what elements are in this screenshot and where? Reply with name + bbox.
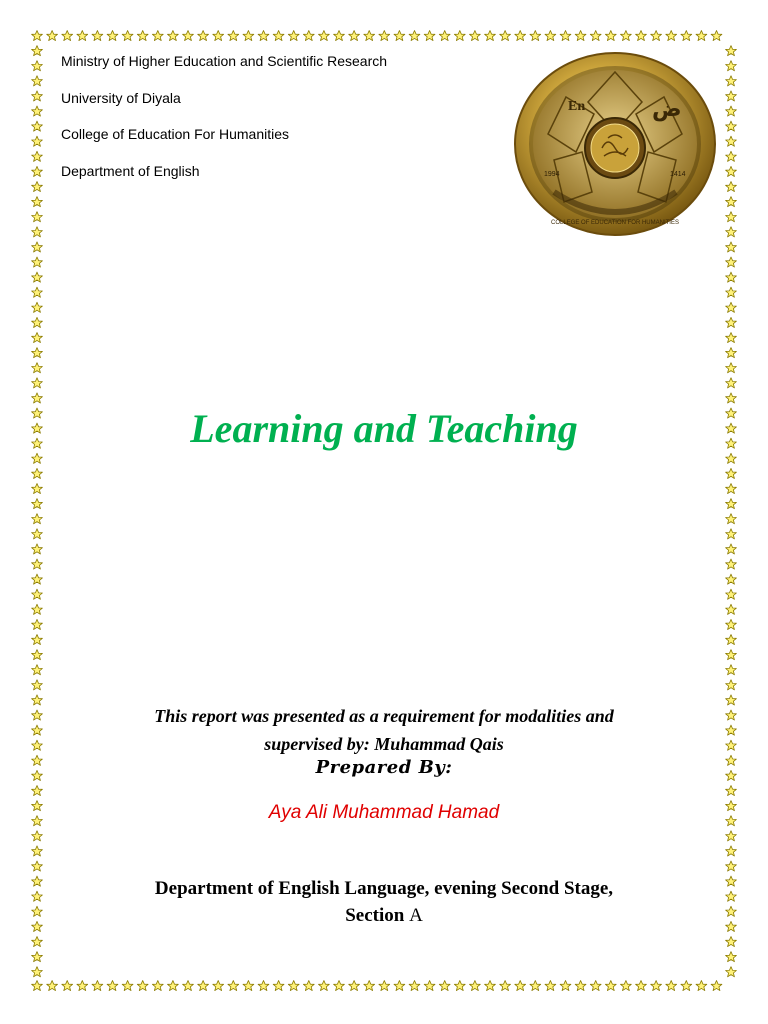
border-star	[32, 393, 43, 403]
border-star	[726, 725, 737, 735]
department-line: Department of English	[61, 162, 200, 179]
border-star	[32, 333, 43, 343]
border-star	[32, 952, 43, 962]
border-star	[32, 468, 43, 478]
department-stage-block	[90, 875, 678, 929]
border-star	[92, 981, 103, 991]
border-star	[711, 31, 722, 41]
seal-year-right: 1414	[670, 171, 686, 178]
border-star	[364, 31, 375, 41]
seal-arabic-letter: ض	[652, 97, 682, 122]
border-star	[726, 76, 737, 86]
border-star	[32, 242, 43, 252]
border-star	[47, 981, 58, 991]
border-star	[32, 31, 43, 41]
border-star	[726, 46, 737, 56]
border-star	[530, 981, 541, 991]
border-star	[77, 31, 88, 41]
border-star	[32, 981, 43, 991]
border-star	[726, 453, 737, 463]
border-star	[349, 981, 360, 991]
border-star	[228, 31, 239, 41]
border-star	[32, 967, 43, 977]
border-star	[545, 981, 556, 991]
border-star	[32, 831, 43, 841]
border-star	[485, 31, 496, 41]
seal-year-left: 1994	[544, 171, 560, 178]
border-star	[621, 31, 632, 41]
border-star	[726, 378, 737, 388]
border-star	[726, 514, 737, 524]
border-star	[288, 981, 299, 991]
border-star	[319, 31, 330, 41]
border-star	[32, 166, 43, 176]
border-star	[560, 981, 571, 991]
border-star	[183, 981, 194, 991]
border-star	[439, 981, 450, 991]
border-star	[32, 197, 43, 207]
border-star	[137, 31, 148, 41]
border-star	[439, 31, 450, 41]
border-star	[32, 680, 43, 690]
border-star	[726, 484, 737, 494]
border-star	[590, 981, 601, 991]
border-star	[183, 31, 194, 41]
border-star	[726, 257, 737, 267]
section-letter: A	[409, 905, 423, 926]
border-star	[726, 499, 737, 509]
border-star	[636, 981, 647, 991]
border-star	[409, 981, 420, 991]
border-star	[77, 981, 88, 991]
border-star	[515, 31, 526, 41]
border-star	[152, 31, 163, 41]
border-star	[228, 981, 239, 991]
border-star	[32, 484, 43, 494]
border-star	[62, 31, 73, 41]
border-star	[288, 31, 299, 41]
border-star	[32, 348, 43, 358]
border-star	[32, 272, 43, 282]
border-star	[530, 31, 541, 41]
border-star	[32, 182, 43, 192]
border-star	[198, 31, 209, 41]
border-star	[258, 981, 269, 991]
border-star	[726, 861, 737, 871]
border-star	[726, 106, 737, 116]
border-star	[32, 121, 43, 131]
seal-ring-text: COLLEGE OF EDUCATION FOR HUMANITIES	[551, 220, 679, 226]
report-description-line-2: supervised by: Muhammad Qais	[264, 734, 504, 754]
border-star	[32, 378, 43, 388]
border-star	[32, 921, 43, 931]
border-star	[273, 981, 284, 991]
border-star	[32, 287, 43, 297]
border-star	[605, 31, 616, 41]
border-star	[62, 981, 73, 991]
department-stage-line: Department of English Language, evening Second Stage,	[154, 878, 614, 899]
border-star	[681, 31, 692, 41]
border-star	[364, 981, 375, 991]
section-line	[90, 902, 678, 929]
border-star	[726, 287, 737, 297]
border-star	[666, 31, 677, 41]
border-star	[32, 499, 43, 509]
border-star	[696, 981, 707, 991]
university-line: University of Diyala	[61, 89, 181, 106]
border-star	[621, 981, 632, 991]
border-star	[726, 937, 737, 947]
border-star	[32, 891, 43, 901]
border-star	[32, 91, 43, 101]
border-star	[726, 740, 737, 750]
author-name: Aya Ali Muhammad Hamad	[268, 802, 500, 823]
border-star	[726, 91, 737, 101]
border-star	[152, 981, 163, 991]
border-star	[726, 212, 737, 222]
border-star	[32, 937, 43, 947]
border-star	[424, 981, 435, 991]
border-star	[726, 710, 737, 720]
border-star	[32, 212, 43, 222]
border-star	[32, 619, 43, 629]
border-star	[726, 786, 737, 796]
border-star	[454, 31, 465, 41]
college-seal-logo	[514, 52, 716, 236]
border-star	[92, 31, 103, 41]
border-star	[726, 393, 737, 403]
border-star	[394, 31, 405, 41]
report-description	[90, 702, 678, 758]
border-star	[424, 31, 435, 41]
border-star	[726, 921, 737, 931]
border-star	[32, 574, 43, 584]
border-star	[122, 981, 133, 991]
border-star	[32, 846, 43, 856]
border-star	[168, 31, 179, 41]
border-star	[32, 514, 43, 524]
border-star	[454, 981, 465, 991]
border-star	[726, 680, 737, 690]
section-label: Section	[345, 905, 405, 926]
border-star	[726, 61, 737, 71]
border-star	[726, 589, 737, 599]
border-star	[107, 981, 118, 991]
border-star	[726, 317, 737, 327]
border-star	[470, 981, 481, 991]
prepared-by-label: Prepared By:	[315, 757, 453, 778]
border-star	[213, 981, 224, 991]
border-star	[32, 136, 43, 146]
border-star	[726, 227, 737, 237]
border-star	[726, 635, 737, 645]
border-star	[122, 31, 133, 41]
border-star	[636, 31, 647, 41]
border-star	[726, 136, 737, 146]
border-star	[726, 242, 737, 252]
border-star	[696, 31, 707, 41]
border-star	[575, 31, 586, 41]
border-star	[349, 31, 360, 41]
border-star	[258, 31, 269, 41]
border-star	[379, 31, 390, 41]
report-description-line-1: This report was presented as a requirement for modalities and	[154, 706, 614, 726]
border-star	[726, 151, 737, 161]
border-star	[32, 317, 43, 327]
border-star	[243, 981, 254, 991]
border-star	[409, 31, 420, 41]
border-star	[605, 981, 616, 991]
border-star	[726, 967, 737, 977]
border-star	[726, 272, 737, 282]
border-star	[726, 665, 737, 675]
border-star	[32, 635, 43, 645]
border-star	[726, 529, 737, 539]
border-star	[726, 619, 737, 629]
border-star	[726, 197, 737, 207]
border-star	[32, 786, 43, 796]
border-star	[198, 981, 209, 991]
border-star	[32, 302, 43, 312]
border-star	[726, 891, 737, 901]
border-star	[394, 981, 405, 991]
border-star	[681, 981, 692, 991]
border-star	[651, 31, 662, 41]
border-star	[32, 710, 43, 720]
border-star	[243, 31, 254, 41]
border-star	[32, 363, 43, 373]
border-star	[590, 31, 601, 41]
border-star	[32, 589, 43, 599]
document-title: Learning and Teaching	[190, 406, 578, 451]
border-star	[726, 559, 737, 569]
border-star	[168, 981, 179, 991]
border-star	[726, 348, 737, 358]
border-star	[726, 302, 737, 312]
border-star	[711, 981, 722, 991]
border-star	[726, 846, 737, 856]
border-star	[485, 981, 496, 991]
border-star	[560, 31, 571, 41]
border-star	[32, 650, 43, 660]
border-star	[273, 31, 284, 41]
border-star	[32, 257, 43, 267]
border-star	[32, 906, 43, 916]
border-star	[500, 31, 511, 41]
seal-emblem-text: En	[568, 99, 586, 114]
college-line: College of Education For Humanities	[61, 126, 290, 142]
border-star	[726, 574, 737, 584]
border-star	[303, 981, 314, 991]
border-star	[379, 981, 390, 991]
border-star	[651, 981, 662, 991]
border-star	[213, 31, 224, 41]
border-star	[726, 604, 737, 614]
border-star	[726, 544, 737, 554]
border-star	[726, 468, 737, 478]
institution-block	[61, 50, 387, 196]
border-star	[500, 981, 511, 991]
border-star	[726, 166, 737, 176]
border-star	[32, 861, 43, 871]
border-star	[726, 182, 737, 192]
border-star	[334, 31, 345, 41]
border-star	[32, 61, 43, 71]
border-star	[32, 151, 43, 161]
border-star	[334, 981, 345, 991]
border-star	[726, 363, 737, 373]
border-star	[32, 876, 43, 886]
border-star	[32, 46, 43, 56]
border-star	[726, 952, 737, 962]
border-star	[32, 453, 43, 463]
border-star	[515, 981, 526, 991]
border-star	[303, 31, 314, 41]
border-star	[32, 665, 43, 675]
border-star	[32, 106, 43, 116]
border-star	[107, 31, 118, 41]
border-star	[726, 121, 737, 131]
border-star	[726, 650, 737, 660]
border-star	[137, 981, 148, 991]
border-star	[575, 981, 586, 991]
border-star	[32, 604, 43, 614]
border-star	[666, 981, 677, 991]
border-star	[545, 31, 556, 41]
border-star	[726, 906, 737, 916]
border-star	[726, 333, 737, 343]
border-star	[726, 695, 737, 705]
border-star	[32, 544, 43, 554]
border-star	[32, 695, 43, 705]
border-star	[470, 31, 481, 41]
border-star	[726, 876, 737, 886]
border-star	[32, 740, 43, 750]
border-star	[32, 529, 43, 539]
border-star	[47, 31, 58, 41]
ministry-line: Ministry of Higher Education and Scientific Research	[61, 53, 388, 69]
border-star	[32, 725, 43, 735]
border-star	[32, 227, 43, 237]
border-star	[319, 981, 330, 991]
border-star	[32, 76, 43, 86]
border-star	[726, 831, 737, 841]
border-star	[32, 559, 43, 569]
